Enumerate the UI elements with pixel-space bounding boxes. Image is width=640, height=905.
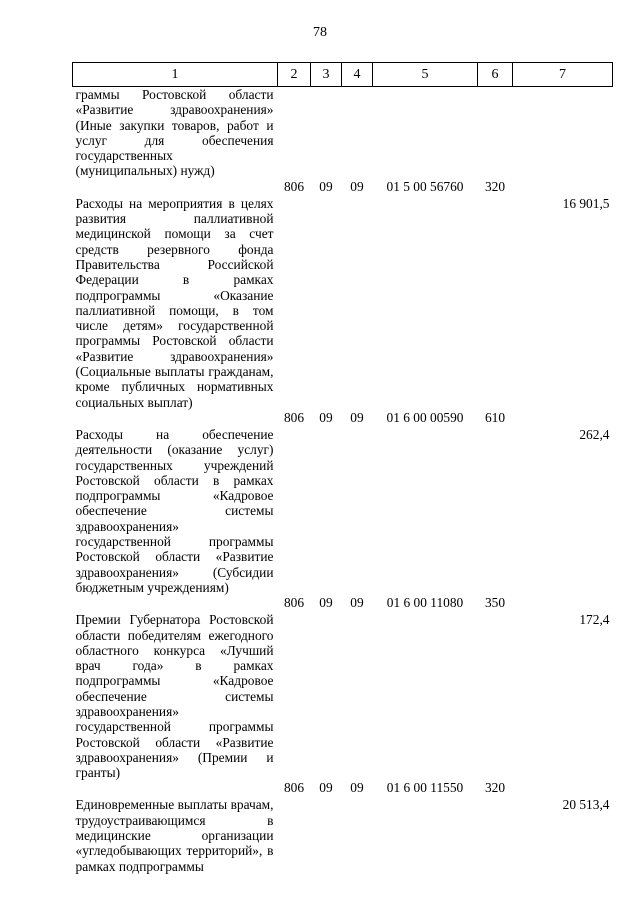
row-ministry: 806	[283, 409, 305, 425]
row-target: 01 6 00 11550	[386, 780, 464, 796]
row-target: 01 6 00 00590	[386, 409, 464, 425]
row-subsection: 09	[350, 780, 364, 796]
row-ministry: 806	[283, 780, 305, 796]
row-amount: 16 901,5	[562, 195, 610, 211]
table-header-row	[73, 63, 613, 87]
row-ministry: 806	[283, 178, 305, 194]
row-subsection: 09	[350, 178, 364, 194]
row-section: 09	[319, 178, 333, 194]
row-amount: 172,4	[579, 612, 610, 628]
row-amount: 20 513,4	[562, 797, 610, 813]
table-row	[73, 179, 613, 410]
row-name: граммы Ростовской области «Развитие здравоохранения» (Иные закупки товаров, работ и услуг для обеспечения государственных (муниципальных) нужд)	[75, 87, 274, 179]
row-subsection: 09	[350, 595, 364, 611]
row-name: Единовременные выплаты врачам, трудоустраивающимся в медицинские организации «угледобывающих территорий», в рамках подпрограммы	[75, 797, 274, 874]
budget-table	[72, 62, 613, 874]
row-target: 01 5 00 56760	[386, 178, 464, 194]
header-col-section: 3	[311, 63, 342, 87]
row-amount	[513, 87, 613, 179]
row-subsection	[342, 87, 373, 179]
table-row	[73, 410, 613, 595]
row-type: 320	[484, 178, 506, 194]
row-type: 610	[484, 409, 506, 425]
row-name: Расходы на обеспечение деятельности (оказание услуг) государственных учреждений Ростовской области в рамках подпрограммы «Кадровое обеспечение системы здравоохранения» государственной программы Ростовской области «Развитие здравоохранения» (Субсидии бюджетным учреждениям)	[75, 426, 274, 595]
row-section: 09	[319, 409, 333, 425]
page-number: 78	[313, 25, 327, 40]
header-col-target: 5	[373, 63, 478, 87]
row-target	[373, 87, 478, 179]
table-row	[73, 780, 613, 873]
row-section: 09	[319, 780, 333, 796]
table-row	[73, 87, 613, 179]
row-subsection: 09	[350, 409, 364, 425]
row-name: Премии Губернатора Ростовской области победителям ежегодного областного конкурса «Лучший врач года» в рамках подпрограммы «Кадровое обеспечение системы здравоохранения» государственной программы Ростовской области «Развитие здравоохранения» (Премии и гранты)	[75, 612, 274, 781]
header-col-subsection: 4	[342, 63, 373, 87]
row-type: 320	[484, 780, 506, 796]
row-type	[478, 87, 513, 179]
row-type: 350	[484, 595, 506, 611]
row-name: Расходы на мероприятия в целях развития паллиативной медицинской помощи за счет средств резервного фонда Правительства Российской Федерации в рамках подпрограммы «Оказание паллиативной помощи, в том числе детям» государственной программы Ростовской области «Развитие здравоохранения» (Социальные выплаты гражданам, кроме публичных нормативных социальных выплат)	[75, 195, 274, 410]
table-row	[73, 595, 613, 780]
header-col-ministry: 2	[278, 63, 311, 87]
row-amount: 262,4	[579, 426, 610, 442]
row-section: 09	[319, 595, 333, 611]
header-col-name: 1	[73, 63, 278, 87]
row-ministry: 806	[283, 595, 305, 611]
row-section	[311, 87, 342, 179]
row-ministry	[278, 87, 311, 179]
header-col-amount: 7	[513, 63, 613, 87]
header-col-type: 6	[478, 63, 513, 87]
row-target: 01 6 00 11080	[386, 595, 464, 611]
